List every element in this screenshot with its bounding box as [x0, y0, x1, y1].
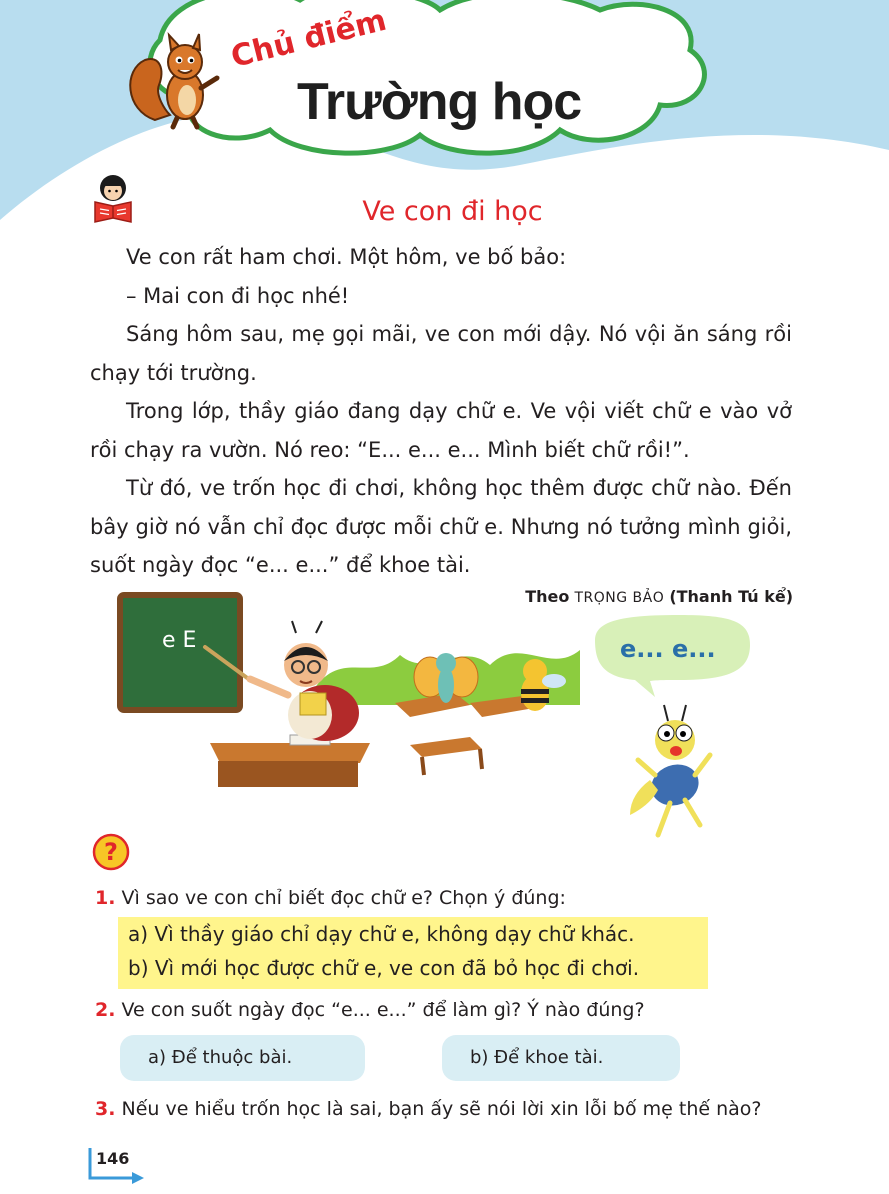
question-1 — [95, 887, 566, 909]
q1-option-a[interactable]: a) Vì thầy giáo chỉ dạy chữ e, không dạy chữ khác. — [128, 922, 635, 946]
story-paragraph: Trong lớp, thầy giáo đang dạy chữ e. Ve vội viết chữ e vào vở rồi chạy ra vườn. Nó reo: “E... e... e... Mình biết chữ rồi!”. — [90, 399, 792, 462]
question-text: Nếu ve hiểu trốn học là sai, bạn ấy sẽ nói lời xin lỗi bố mẹ thế nào? — [121, 1098, 762, 1120]
credit-suffix: (Thanh Tú kể) — [669, 587, 793, 606]
story-title: Ve con đi học — [362, 196, 543, 227]
question-text: Vì sao ve con chỉ biết đọc chữ e? Chọn ý đúng: — [121, 887, 566, 909]
story-paragraph: Sáng hôm sau, mẹ gọi mãi, ve con mới dậy. Nó vội ăn sáng rồi chạy tới trường. — [90, 322, 792, 385]
credit-prefix: Theo — [525, 587, 570, 606]
question-number: 1. — [95, 887, 116, 909]
story-paragraph: Từ đó, ve trốn học đi chơi, không học thêm được chữ nào. Đến bây giờ nó vẫn chỉ đọc được mỗi chữ e. Nhưng nó tưởng mình giỏi, suốt ngày đọc “e... e...” để khoe tài. — [90, 476, 792, 577]
svg-text:?: ? — [104, 838, 118, 866]
question-number: 3. — [95, 1098, 116, 1120]
topic-title: Trường học — [297, 73, 582, 131]
q2-option-a[interactable]: a) Để thuộc bài. — [120, 1035, 365, 1081]
question-number: 2. — [95, 999, 116, 1021]
story-paragraph: – Mai con đi học nhé! — [126, 283, 350, 308]
page-number: 146 — [96, 1149, 130, 1168]
classroom-illustration — [110, 585, 790, 850]
credit-author: TRỌNG BẢO — [574, 590, 665, 606]
topic-label: Chủ điểm — [227, 2, 390, 76]
blackboard — [120, 595, 250, 710]
question-2 — [95, 999, 645, 1021]
story-paragraph: Ve con rất ham chơi. Một hôm, ve bố bảo: — [126, 245, 567, 269]
question-3 — [95, 1098, 761, 1120]
question-mark-icon — [92, 833, 130, 871]
butterfly-student — [414, 653, 478, 703]
cicada-kid — [630, 705, 710, 835]
question-text: Ve con suốt ngày đọc “e... e...” để làm gì? Ý nào đúng? — [121, 999, 645, 1021]
speech-bubble — [595, 615, 750, 697]
q1-option-b[interactable]: b) Vì mới học được chữ e, ve con đã bỏ học đi chơi. — [128, 956, 640, 980]
blackboard-text: e E — [162, 628, 197, 653]
speech-text: e... e... — [620, 635, 716, 663]
squirrel-mascot-icon — [125, 30, 225, 130]
story-body — [90, 238, 792, 585]
q2-option-b[interactable]: b) Để khoe tài. — [442, 1035, 680, 1081]
